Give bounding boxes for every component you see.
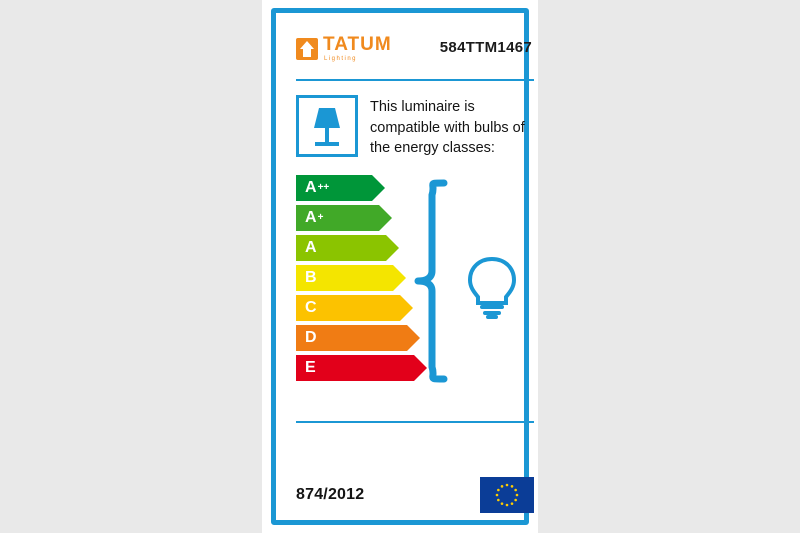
energy-class-row [296, 235, 396, 261]
energy-class-arrow [296, 235, 386, 261]
energy-class-row [296, 325, 396, 351]
energy-class-list [296, 175, 396, 381]
brace-and-bulb [414, 175, 532, 387]
eu-flag-star [496, 494, 499, 497]
eu-flag-star [514, 489, 517, 492]
footer-divider [296, 421, 534, 423]
energy-class-label: C [305, 298, 317, 316]
table-lamp-icon [296, 95, 358, 157]
brand-name: TATUM [323, 34, 392, 55]
compatibility-statement-text: This luminaire is compatible with bulbs of the energy classes: [370, 99, 525, 157]
label-header [296, 27, 534, 79]
regulation-number: 874/2012 [296, 486, 365, 503]
energy-class-label: A [305, 238, 317, 256]
eu-flag-star [506, 484, 509, 487]
energy-class-row [296, 175, 396, 201]
energy-class-arrow [296, 325, 407, 351]
label-footer [296, 421, 534, 513]
brand-tagline: Lighting [324, 56, 358, 62]
compatibility-statement-row [296, 95, 534, 159]
energy-class-superscript: ++ [317, 181, 330, 193]
energy-class-arrow [296, 355, 414, 381]
brand-text [323, 35, 392, 62]
light-bulb-icon [470, 259, 514, 317]
footer-row [296, 477, 534, 513]
eu-flag-star [497, 489, 500, 492]
energy-class-row [296, 205, 396, 231]
right-grey-band [538, 0, 800, 533]
energy-class-arrow [296, 265, 393, 291]
energy-class-label: A [305, 208, 317, 226]
label-blue-border [271, 8, 532, 525]
house-bulb-icon [296, 38, 318, 60]
energy-class-label: E [305, 358, 316, 376]
energy-class-label: B [305, 268, 317, 286]
energy-class-superscript: + [317, 211, 324, 223]
eu-flag-star [516, 494, 519, 497]
energy-class-arrow [296, 205, 379, 231]
header-divider [296, 79, 534, 81]
eu-flag [480, 477, 534, 513]
energy-class-row [296, 355, 396, 381]
energy-class-arrow [296, 175, 372, 201]
eu-flag-star [506, 504, 509, 507]
energy-class-arrow [296, 295, 400, 321]
eu-flag-star [514, 499, 517, 502]
energy-class-label: D [305, 328, 317, 346]
label-content [296, 27, 534, 525]
energy-label-card [262, 0, 538, 533]
eu-flag-star [511, 502, 514, 505]
eu-flag-star [497, 499, 500, 502]
energy-class-row [296, 265, 396, 291]
eu-flag-star [501, 502, 504, 505]
brand-logo [296, 35, 392, 62]
energy-class-row [296, 295, 396, 321]
left-grey-band [0, 0, 262, 533]
eu-flag-star [511, 485, 514, 488]
eu-flag-star [501, 485, 504, 488]
energy-class-label: A [305, 178, 317, 196]
energy-class-scale [296, 175, 534, 391]
curly-brace-icon [418, 183, 444, 379]
model-code: 584TTM1467 [439, 39, 532, 56]
